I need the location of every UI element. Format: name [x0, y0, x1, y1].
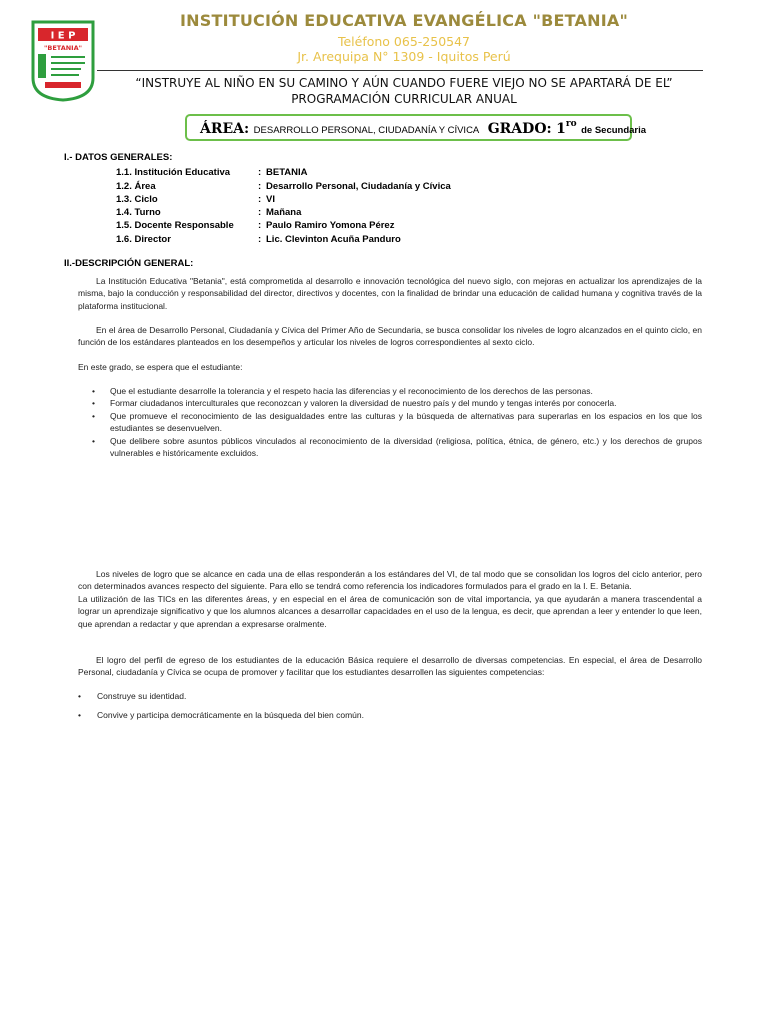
- data-colon: :: [258, 181, 262, 192]
- paragraph-text: La utilización de las TICs en las diferentes áreas, y en especial en el área de comunicación son de vital importancia, ya que ayudarán a manera trascendental a lograr un aprendizaje significativo y que los alumnos alcances a desarrollar capacidades en el uso de la lengua, es decir, que aprendan a leer y entender lo que leen, que aprendan a redactar y que aprendan a expresarse oralmente.: [78, 593, 702, 629]
- list-item: • Que promueve el reconocimiento de las desigualdades entre las culturas y la búsqueda de alternativas para superarlas en los espacios en los que los estudiantes se desenvuelven.: [92, 410, 702, 434]
- svg-text:I E P: I E P: [50, 30, 76, 42]
- institution-title: INSTITUCIÓN EDUCATIVA EVANGÉLICA "BETANIA": [180, 11, 628, 30]
- data-label: 1.6. Director: [116, 234, 171, 245]
- area-grade-box: [185, 114, 647, 141]
- expectations-list: [78, 385, 702, 459]
- data-value: VI: [266, 194, 275, 205]
- data-value: Lic. Clevinton Acuña Panduro: [266, 234, 401, 245]
- section-general-data-title: I.- DATOS GENERALES:: [64, 152, 173, 163]
- data-label: 1.2. Área: [116, 181, 156, 192]
- address: Jr. Arequipa N° 1309 - Iquitos Perú: [297, 49, 511, 64]
- grade-level: de Secundaria: [581, 125, 647, 136]
- data-label: 1.3. Ciclo: [116, 194, 158, 205]
- data-value: BETANIA: [266, 167, 308, 178]
- area-value: DESARROLLO PERSONAL, CIUDADANÍA Y CÍVICA: [253, 125, 480, 136]
- data-colon: :: [258, 207, 262, 218]
- data-colon: :: [258, 220, 262, 231]
- grade-label: GRADO:: [487, 121, 552, 137]
- data-colon: :: [258, 167, 262, 178]
- motto-block: [100, 75, 708, 107]
- paragraph: [78, 654, 702, 679]
- paragraph: [78, 275, 702, 312]
- paragraph-text: Los niveles de logro que se alcance en cada una de ellas responderán a los estándares del VI, de tal modo que se consolidan los logros del ciclo anterior, pero con determinados avances respecto del siguiente. Para ello se tendrá como referencia los indicadores formulados para el grado en la I. E. Betania.: [78, 569, 702, 592]
- data-label: 1.4. Turno: [116, 207, 161, 218]
- svg-text:"BETANIA": "BETANIA": [43, 44, 83, 52]
- paragraph: [78, 361, 702, 373]
- paragraph: [78, 568, 702, 630]
- data-label: 1.1. Institución Educativa: [116, 167, 231, 178]
- data-colon: :: [258, 234, 262, 245]
- motto: “INSTRUYE AL NIÑO EN SU CAMINO Y AÚN CUANDO FUERE VIEJO NO SE APARTARÁ DE EL”: [135, 76, 673, 90]
- area-label: ÁREA:: [200, 121, 250, 137]
- paragraph: [78, 324, 702, 349]
- paragraph-text: En este grado, se espera que el estudiante:: [78, 362, 243, 372]
- data-value: Paulo Ramiro Yomona Pérez: [266, 220, 395, 231]
- list-item: • Formar ciudadanos interculturales que reconozcan y valoren la diversidad de nuestro país y del mundo y tengas interés por conocerla.: [92, 398, 617, 409]
- document-subtitle: PROGRAMACIÓN CURRICULAR ANUAL: [291, 92, 517, 106]
- data-colon: :: [258, 194, 262, 205]
- grade-suffix: ro: [565, 119, 577, 129]
- competency-text: Construye su identidad.: [97, 691, 187, 701]
- data-label: 1.5. Docente Responsable: [116, 220, 234, 231]
- paragraph-text: La Institución Educativa "Betania", está comprometida al desarrollo e innovación tecnológica del nuevo siglo, con mejoras en actualizar los aprendizajes de la misma, bajo la conducción y responsabilidad del director, directivos y docentes, con la finalidad de brindar una educación de calidad humana y cognitiva través de la plataforma institucional.: [78, 276, 702, 311]
- section-description-title: II.-DESCRIPCIÓN GENERAL:: [64, 258, 194, 269]
- data-value: Desarrollo Personal, Ciudadanía y Cívica: [266, 181, 451, 192]
- list-item: • Que el estudiante desarrolle la tolerancia y el respeto hacia las diferencias y el reconocimiento de los derechos de las personas.: [92, 386, 593, 396]
- header-divider: [97, 70, 703, 71]
- school-logo: [31, 20, 95, 102]
- paragraph-text: En el área de Desarrollo Personal, Ciudadanía y Cívica del Primer Año de Secundaria, se busca consolidar los niveles de logro alcanzados en el quinto ciclo, en función de los estándares planteados en los desempeños y articular los niveles de logros correspondientes al sexto ciclo.: [78, 325, 702, 348]
- phone-number: Teléfono 065-250547: [337, 34, 471, 49]
- competency-text: Convive y participa democráticamente en la búsqueda del bien común.: [97, 710, 364, 720]
- list-item: • Que delibere sobre asuntos públicos vinculados al reconocimiento de la diversidad (religiosa, política, étnica, de género, etc.) y los derechos de grupos vulnerables e históricamente excluidos.: [92, 435, 702, 459]
- grade-number: 1: [556, 121, 566, 137]
- paragraph-text: El logro del perfil de egreso de los estudiantes de la educación Básica requiere el desarrollo de diversas competencias. En especial, el área de Desarrollo Personal, ciudadanía y Cívica se ocupa de promover y facilitar que los estudiantes desarrollen las siguientes competencias:: [78, 655, 702, 678]
- data-value: Mañana: [266, 207, 302, 218]
